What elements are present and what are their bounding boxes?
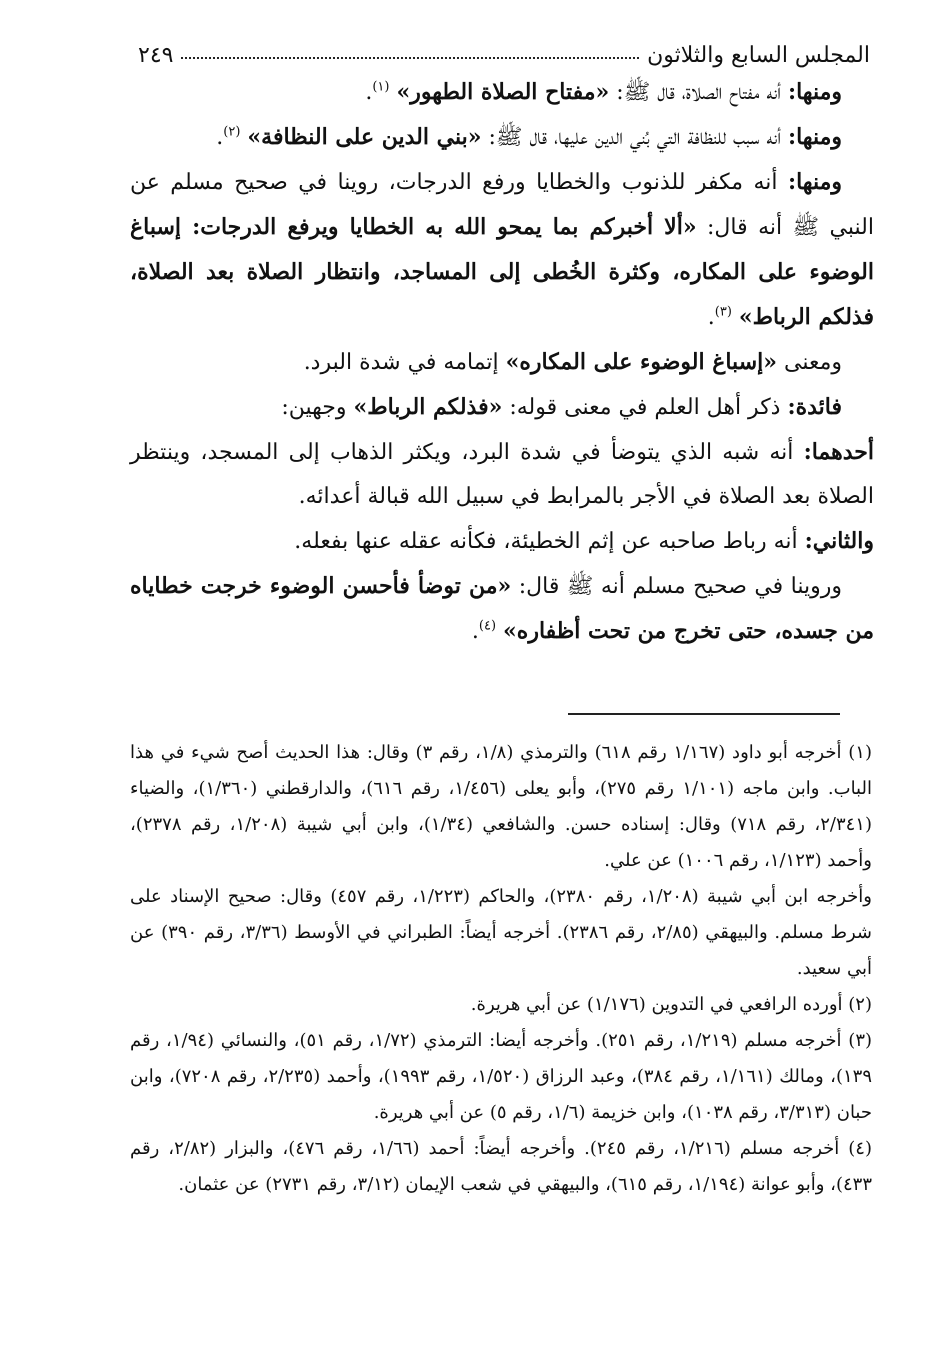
paragraph-8 <box>130 564 874 654</box>
paragraph-end: . <box>471 619 479 644</box>
paragraph-end: وجهين: <box>281 395 354 420</box>
page-header <box>138 28 870 68</box>
chapter-title: المجلس السابع والثلاثون <box>647 43 870 68</box>
paragraph-text: أنه رباط صاحبه عن إثم الخطيئة، فكأنه عقله عنها بفعله. <box>294 529 805 554</box>
paragraph-pre: ومعنى <box>777 350 842 375</box>
page-number: ٢٤٩ <box>138 43 174 68</box>
paragraph-lead: أحدهما: <box>803 439 874 465</box>
paragraph-text: وروينا في صحيح مسلم أنه ﷺ قال: <box>511 574 843 599</box>
footnote-ref: (١) <box>372 79 390 95</box>
paragraph-lead: والثاني: <box>804 528 874 554</box>
footnote-3: (٣) أخرجه مسلم (١/٢١٩، رقم ٢٥١). وأخرجه أيضا: الترمذي (١/٧٢، رقم ٥١)، والنسائي (١/٩٤، رقم ١٣٩)، ومالك (١/١٦١، رقم ٣٨٤)، وعبد الرزاق (١/٥٢٠، رقم ١٩٩٣)، وأحمد (٢/٢٣٥، رقم ٧٢٠٨)، وابن حبان (٣/٣١٣، رقم ١٠٣٨)، وابن خزيمة (١/٦، رقم ٥) عن أبي هريرة. <box>130 1030 873 1123</box>
paragraph-4 <box>130 340 874 385</box>
paragraph-text: أنه مكفر للذنوب والخطايا ورفع الدرجات، روينا في صحيح مسلم عن النبي ﷺ أنه قال: <box>130 170 874 240</box>
paragraph-text: أنه مفتاح الصلاة، قال ﷺ: <box>609 80 788 105</box>
paragraph-text: أنه شبه الذي يتوضأ في شدة البرد، ويكثر الذهاب إلى المسجد، وينتظر الصلاة بعد الصلاة في الأجر بالمرابط في سبيل الله قبالة أعدائه. <box>130 440 874 509</box>
paragraph-1 <box>130 70 874 115</box>
footnote-1: (١) أخرجه أبو داود (١/١٦٧ رقم ٦١٨) والترمذي (١/٨، رقم ٣) وقال: هذا الحديث أصح شيء في هذا الباب. وابن ماجه (١/١٠١ رقم ٢٧٥)، وأبو يعلى (١/٤٥٦، رقم ٦١٦)، والدارقطني (١/٣٦٠)، والضياء (٢/٣٤١، رقم ٧١٨) وقال: إسناده حسن. والشافعي (١/٣٤)، وابن أبي شيبة (١/٢٠٨، رقم ٢٣٧٨)، وأحمد (١/١٢٣، رقم ١٠٠٦) عن علي. <box>130 742 872 871</box>
hadith-quote: «بني الدين على النظافة» <box>247 124 482 150</box>
footnote-separator <box>568 713 840 715</box>
footnote-2: (٢) أورده الرافعي في التدوين (١/١٧٦) عن أبي هريرة. <box>470 994 872 1015</box>
paragraph-lead: فائدة: <box>787 394 842 420</box>
hadith-quote: «إسباغ الوضوء على المكاره» <box>505 349 777 375</box>
hadith-quote: «من توضأ فأحسن الوضوء خرجت خطاياه من جسده، حتى تخرج من تحت أظفاره» <box>130 573 874 644</box>
footnote-ref: (٢) <box>223 124 241 140</box>
hadith-quote: «مفتاح الصلاة الطهور» <box>396 79 610 105</box>
header-leader-dots <box>181 57 639 59</box>
footnote-1-continued: وأخرجه ابن أبي شيبة (١/٢٠٨، رقم ٢٣٨٠)، والحاكم (١/٢٢٣، رقم ٤٥٧) وقال: صحيح الإسناد على شرط مسلم. والبيهقي (٢/٨٥، رقم ٢٣٨٦). أخرجه أيضاً: الطبراني في الأوسط (٣/٣٦، رقم ٣٩٠) عن أبي سعيد. <box>130 886 873 979</box>
footnote-ref: (٣) <box>714 304 732 320</box>
paragraph-text: إتمامه في شدة البرد. <box>303 350 506 375</box>
paragraph-end: . <box>707 305 715 330</box>
footnotes <box>130 735 872 1203</box>
paragraph-5 <box>130 385 874 430</box>
paragraph-text: أنه سبب للنظافة التي بُني الدين عليها، قال ﷺ: <box>481 125 788 150</box>
paragraph-6 <box>130 430 874 519</box>
paragraph-7 <box>130 519 874 564</box>
paragraph-end: . <box>365 80 373 105</box>
paragraph-lead: ومنها: <box>787 124 842 150</box>
main-text <box>130 70 874 654</box>
paragraph-2 <box>130 115 874 160</box>
paragraph-lead: ومنها: <box>787 79 842 105</box>
paragraph-lead: ومنها: <box>787 169 842 195</box>
paragraph-3 <box>130 160 874 340</box>
paragraph-text: ذكر أهل العلم في معنى قوله: <box>502 395 788 420</box>
hadith-quote: «فذلكم الرباط» <box>353 394 503 420</box>
footnote-ref: (٤) <box>478 618 497 634</box>
footnote-4: (٤) أخرجه مسلم (١/٢١٦، رقم ٢٤٥). وأخرجه أيضاً: أحمد (١/٦٦، رقم ٤٧٦)، والبزار (٢/٨٢، رقم ٤٣٣)، وأبو عوانة (١/١٩٤، رقم ٦١٥)، والبيهقي في شعب الإيمان (٣/١٢، رقم ٢٧٣١) عن عثمان. <box>130 1138 872 1195</box>
paragraph-end: . <box>216 125 224 150</box>
hadith-quote: «ألا أخبركم بما يمحو الله به الخطايا ويرفع الدرجات: إسباغ الوضوء على المكاره، وكثرة الخُطى إلى المساجد، وانتظار الصلاة بعد الصلاة، فذلكم الرباط» <box>130 214 874 330</box>
